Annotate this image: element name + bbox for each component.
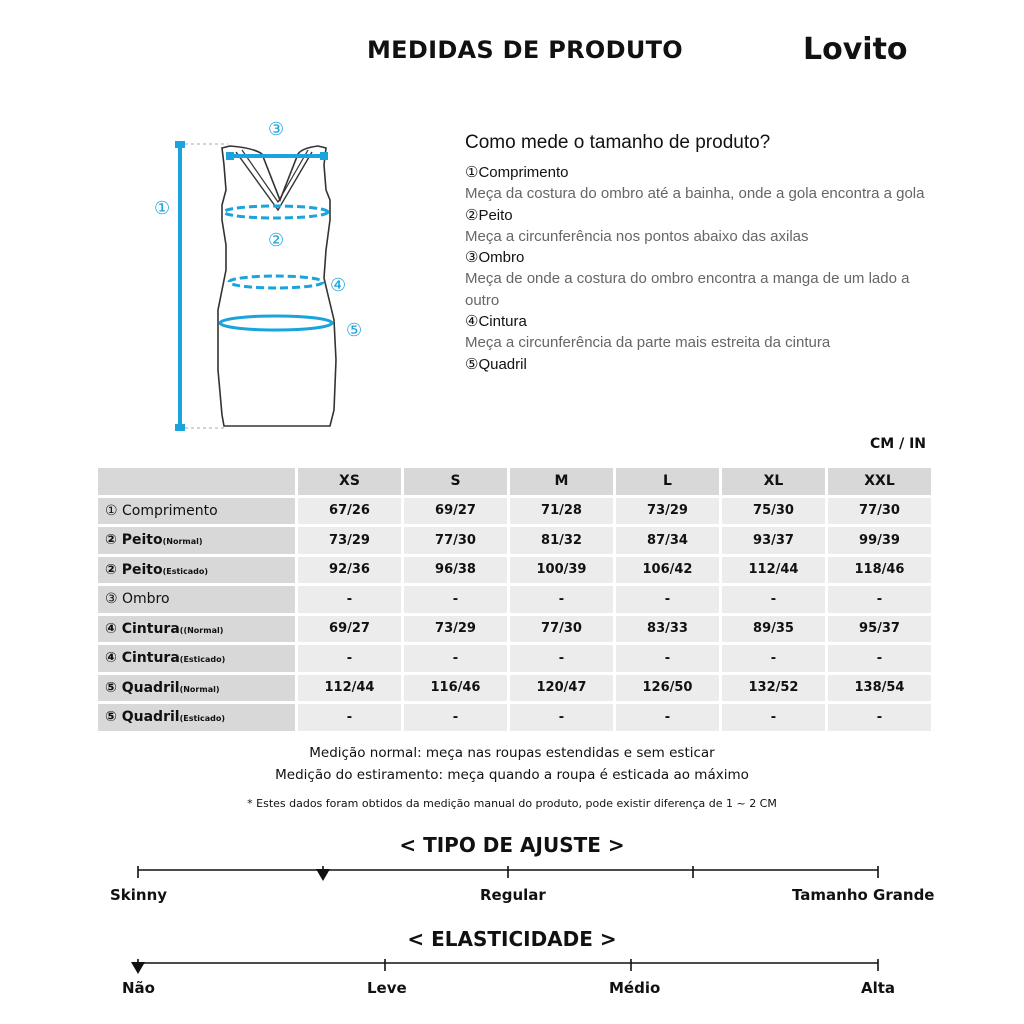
table-cell: 77/30 — [828, 498, 931, 525]
elasticity-label-none: Não — [122, 979, 155, 997]
brand-logo: Lovito — [803, 32, 908, 67]
table-cell: - — [722, 704, 825, 731]
row-label-name: ② Peito — [105, 561, 163, 578]
size-header: XXL — [828, 468, 931, 495]
table-cell: - — [722, 586, 825, 613]
table-cell: 118/46 — [828, 557, 931, 584]
fit-label-regular: Regular — [480, 886, 546, 904]
marker-waist: ④ — [330, 275, 347, 296]
table-cell: - — [616, 704, 719, 731]
table-cell: 87/34 — [616, 527, 719, 554]
guide-item-title: ④Cintura — [465, 313, 527, 330]
guide-item-desc: Meça de onde a costura do ombro encontra a manga de um lado a outro — [465, 270, 910, 309]
marker-length: ① — [154, 198, 171, 219]
table-cell: - — [298, 645, 401, 672]
table-cell: 126/50 — [616, 675, 719, 702]
row-label-name: ④ Cintura — [105, 620, 180, 637]
table-cell: 83/33 — [616, 616, 719, 643]
table-cell: 92/36 — [298, 557, 401, 584]
elasticity-selected-marker — [131, 962, 145, 974]
row-label-name: ⑤ Quadril — [105, 679, 180, 696]
fit-title: < TIPO DE AJUSTE > — [399, 833, 625, 857]
table-cell: - — [510, 645, 613, 672]
table-cell: 73/29 — [404, 616, 507, 643]
table-cell: 100/39 — [510, 557, 613, 584]
marker-chest: ② — [268, 230, 285, 251]
table-cell: 69/27 — [298, 616, 401, 643]
table-cell: 96/38 — [404, 557, 507, 584]
fit-label-skinny: Skinny — [110, 886, 168, 904]
table-cell: - — [404, 645, 507, 672]
table-cell: - — [298, 704, 401, 731]
table-cell: 77/30 — [404, 527, 507, 554]
row-label-name: ④ Cintura — [105, 650, 180, 667]
size-header: M — [510, 468, 613, 495]
note-stretch: Medição do estiramento: meça quando a roupa é esticada ao máximo — [275, 767, 749, 783]
guide-item-title: ③Ombro — [465, 249, 525, 266]
table-cell: 132/52 — [722, 675, 825, 702]
fit-selected-marker — [316, 869, 330, 881]
table-cell: - — [404, 586, 507, 613]
marker-shoulder: ③ — [268, 119, 285, 140]
table-cell: 112/44 — [722, 557, 825, 584]
row-label-name: ① Comprimento — [105, 502, 218, 519]
guide-item-desc: Meça a circunferência da parte mais estreita da cintura — [465, 334, 831, 351]
guide-item-title: ⑤Quadril — [465, 355, 527, 373]
size-header: XS — [298, 468, 401, 495]
table-cell: 93/37 — [722, 527, 825, 554]
table-cell: 120/47 — [510, 675, 613, 702]
guide-item-title: ②Peito — [465, 206, 513, 224]
table-cell: 75/30 — [722, 498, 825, 525]
table-cell: 112/44 — [298, 675, 401, 702]
table-cell: - — [510, 704, 613, 731]
size-header: S — [404, 468, 507, 495]
guide-heading: Como mede o tamanho de produto? — [465, 132, 771, 153]
table-cell: 81/32 — [510, 527, 613, 554]
row-label-qualifier: (Esticado) — [179, 714, 226, 724]
elasticity-label-light: Leve — [367, 979, 407, 997]
table-cell: 116/46 — [404, 675, 507, 702]
elasticity-label-high: Alta — [861, 979, 896, 997]
table-cell: - — [510, 586, 613, 613]
table-cell: 69/27 — [404, 498, 507, 525]
table-cell: 99/39 — [828, 527, 931, 554]
table-cell: - — [828, 645, 931, 672]
page-title: MEDIDAS DE PRODUTO — [367, 36, 683, 64]
fit-scale — [138, 866, 878, 881]
note-normal: Medição normal: meça nas roupas estendidas e sem esticar — [309, 745, 715, 761]
fit-label-large: Tamanho Grande — [792, 886, 935, 904]
table-cell: 77/30 — [510, 616, 613, 643]
row-label-name: ③ Ombro — [105, 591, 170, 608]
guide-item-title: ①Comprimento — [465, 164, 569, 181]
note-disclaimer: * Estes dados foram obtidos da medição manual do produto, pode existir diferença de 1 ~ 2 CM — [247, 797, 777, 810]
table-cell: 89/35 — [722, 616, 825, 643]
row-label-qualifier: ((Normal) — [179, 625, 224, 635]
elasticity-title: < ELASTICIDADE > — [407, 927, 617, 951]
unit-label: CM / IN — [870, 436, 926, 452]
table-cell: 67/26 — [298, 498, 401, 525]
table-cell: - — [298, 586, 401, 613]
marker-hip: ⑤ — [346, 320, 363, 341]
guide-item-desc: Meça a circunferência nos pontos abaixo das axilas — [465, 227, 809, 245]
table-cell: 71/28 — [510, 498, 613, 525]
table-cell: 106/42 — [616, 557, 719, 584]
table-cell: 138/54 — [828, 675, 931, 702]
table-cell: - — [828, 704, 931, 731]
elasticity-scale — [131, 959, 878, 974]
row-label-qualifier: (Normal) — [162, 537, 203, 547]
row-label-qualifier: (Esticado) — [179, 655, 226, 665]
table-cell: - — [828, 586, 931, 613]
table-cell: - — [722, 645, 825, 672]
row-label-name: ② Peito — [105, 532, 163, 549]
row-label-qualifier: (Esticado) — [162, 566, 209, 576]
table-cell: - — [404, 704, 507, 731]
table-cell: - — [616, 645, 719, 672]
table-cell: 73/29 — [616, 498, 719, 525]
table-cell: 73/29 — [298, 527, 401, 554]
row-label-name: ⑤ Quadril — [105, 709, 180, 726]
table-cell: - — [616, 586, 719, 613]
row-label-qualifier: (Normal) — [179, 684, 220, 694]
size-header: XL — [722, 468, 825, 495]
elasticity-label-medium: Médio — [609, 979, 661, 997]
guide-item-desc: Meça da costura do ombro até a bainha, onde a gola encontra a gola — [465, 185, 925, 202]
size-header: L — [616, 468, 719, 495]
table-cell: 95/37 — [828, 616, 931, 643]
